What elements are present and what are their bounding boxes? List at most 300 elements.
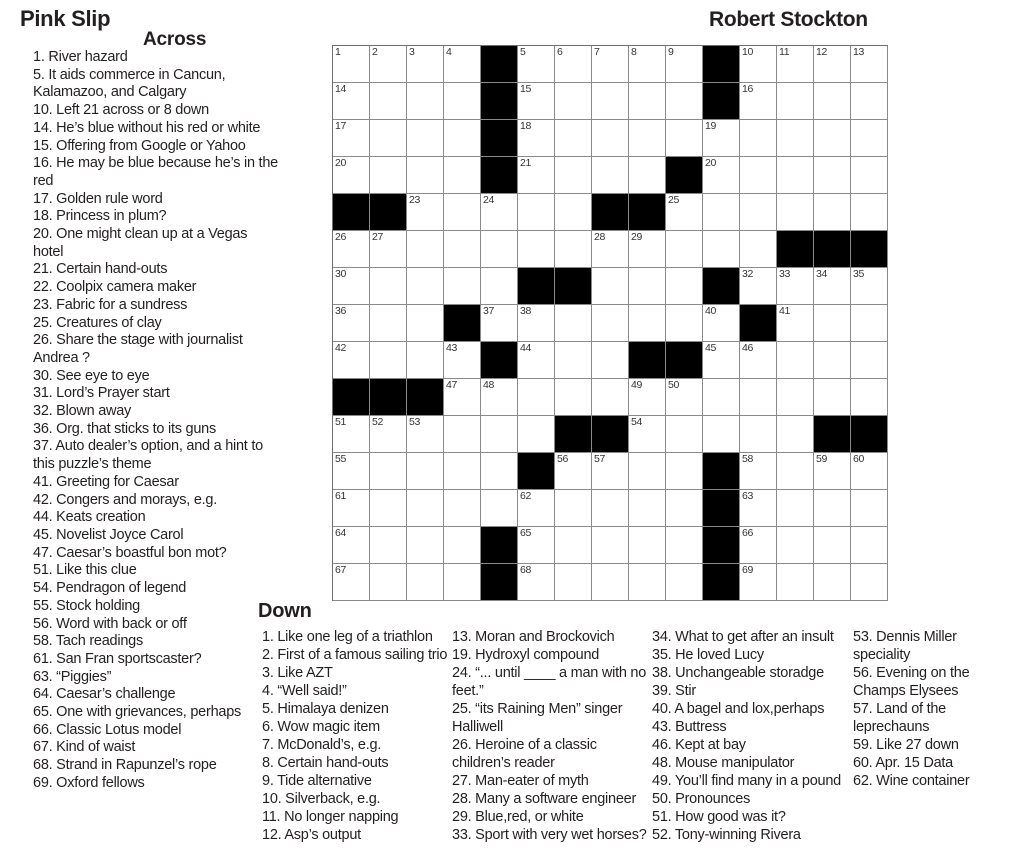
grid-cell[interactable] <box>370 490 407 527</box>
grid-cell[interactable] <box>444 157 481 194</box>
grid-cell[interactable] <box>740 490 777 527</box>
grid-cell[interactable] <box>444 342 481 379</box>
cell-number: 17 <box>335 120 347 132</box>
grid-cell[interactable] <box>592 490 629 527</box>
grid-cell[interactable] <box>666 120 703 157</box>
grid-cell[interactable] <box>851 46 888 83</box>
grid-cell[interactable] <box>629 564 666 601</box>
grid-cell[interactable] <box>407 231 444 268</box>
grid-cell[interactable] <box>666 564 703 601</box>
across-clue: 66. Classic Lotus model <box>33 721 182 738</box>
grid-cell[interactable] <box>333 564 370 601</box>
across-clue-list <box>33 49 279 793</box>
cell-number: 41 <box>779 305 791 317</box>
down-clue: 4. “Well said!” <box>262 683 347 699</box>
grid-cell[interactable] <box>481 416 518 453</box>
grid-cell[interactable] <box>555 46 592 83</box>
grid-cell[interactable] <box>333 268 370 305</box>
down-clue: 50. Pronounces <box>652 791 751 807</box>
grid-cell[interactable] <box>703 305 740 342</box>
grid-cell[interactable] <box>666 194 703 231</box>
grid-cell[interactable] <box>814 564 851 601</box>
grid-cell[interactable] <box>407 157 444 194</box>
grid-cell[interactable] <box>666 231 703 268</box>
grid-cell[interactable] <box>407 305 444 342</box>
down-clue: 48. Mouse manipulator <box>652 755 795 771</box>
grid-cell[interactable] <box>777 564 814 601</box>
grid-cell-black <box>629 194 666 231</box>
down-clue: 24. “... until ____ a man with no feet.” <box>452 665 647 699</box>
grid-cell[interactable] <box>444 268 481 305</box>
grid-cell-black <box>444 305 481 342</box>
down-clue: 60. Apr. 15 Data <box>853 755 953 771</box>
grid-cell[interactable] <box>629 379 666 416</box>
grid-cell-black <box>814 416 851 453</box>
crossword-grid <box>332 45 888 601</box>
grid-cell[interactable] <box>777 83 814 120</box>
grid-cell[interactable] <box>555 157 592 194</box>
grid-cell[interactable] <box>407 527 444 564</box>
grid-cell[interactable] <box>740 453 777 490</box>
grid-cell[interactable] <box>740 120 777 157</box>
grid-cell[interactable] <box>518 564 555 601</box>
across-clue: 41. Greeting for Caesar <box>33 473 179 490</box>
grid-cell[interactable] <box>777 490 814 527</box>
down-clue: 35. He loved Lucy <box>652 647 764 663</box>
grid-cell[interactable] <box>814 305 851 342</box>
grid-cell[interactable] <box>555 305 592 342</box>
cell-number: 21 <box>520 157 532 169</box>
cell-number: 26 <box>335 231 347 243</box>
grid-cell[interactable] <box>481 268 518 305</box>
across-clue: 20. One might clean up at a Vegas hotel <box>33 226 248 260</box>
grid-cell[interactable] <box>814 194 851 231</box>
grid-cell[interactable] <box>518 157 555 194</box>
cell-number: 69 <box>742 564 754 576</box>
grid-cell-black <box>851 416 888 453</box>
grid-cell[interactable] <box>666 416 703 453</box>
grid-cell-black <box>703 453 740 490</box>
grid-cell[interactable] <box>592 342 629 379</box>
grid-cell[interactable] <box>518 120 555 157</box>
grid-cell[interactable] <box>518 46 555 83</box>
down-clue: 46. Kept at bay <box>652 737 746 753</box>
grid-cell[interactable] <box>592 46 629 83</box>
grid-cell-black <box>592 194 629 231</box>
grid-cell[interactable] <box>481 379 518 416</box>
grid-cell[interactable] <box>444 527 481 564</box>
down-heading: Down <box>258 600 312 622</box>
grid-cell[interactable] <box>333 46 370 83</box>
grid-cell-black <box>333 194 370 231</box>
down-clue: 7. McDonald’s, e.g. <box>262 737 382 753</box>
grid-cell-black <box>740 305 777 342</box>
grid-cell[interactable] <box>333 453 370 490</box>
grid-cell[interactable] <box>666 527 703 564</box>
grid-cell-black <box>703 46 740 83</box>
grid-cell[interactable] <box>518 527 555 564</box>
grid-cell[interactable] <box>851 490 888 527</box>
grid-cell[interactable] <box>666 305 703 342</box>
grid-cell[interactable] <box>814 120 851 157</box>
grid-cell[interactable] <box>814 157 851 194</box>
grid-cell[interactable] <box>370 453 407 490</box>
grid-cell[interactable] <box>777 527 814 564</box>
down-clue: 10. Silverback, e.g. <box>262 791 381 807</box>
grid-cell[interactable] <box>370 416 407 453</box>
down-clue: 49. You’ll find many in a pound <box>652 773 841 789</box>
across-clue: 23. Fabric for a sundress <box>33 296 188 313</box>
grid-cell[interactable] <box>851 379 888 416</box>
cell-number: 24 <box>483 194 495 206</box>
grid-cell[interactable] <box>370 83 407 120</box>
grid-cell[interactable] <box>629 83 666 120</box>
grid-cell[interactable] <box>444 564 481 601</box>
grid-cell-black <box>703 83 740 120</box>
grid-cell[interactable] <box>777 416 814 453</box>
grid-cell[interactable] <box>740 231 777 268</box>
grid-cell[interactable] <box>518 194 555 231</box>
grid-cell[interactable] <box>592 120 629 157</box>
grid-cell[interactable] <box>740 564 777 601</box>
cell-number: 56 <box>557 453 569 465</box>
grid-cell[interactable] <box>740 157 777 194</box>
grid-cell[interactable] <box>740 268 777 305</box>
cell-number: 52 <box>372 416 384 428</box>
grid-cell[interactable] <box>777 46 814 83</box>
grid-cell[interactable] <box>629 527 666 564</box>
grid-cell[interactable] <box>629 231 666 268</box>
grid-cell[interactable] <box>370 564 407 601</box>
grid-cell[interactable] <box>814 527 851 564</box>
grid-cell[interactable] <box>629 490 666 527</box>
grid-cell[interactable] <box>444 194 481 231</box>
grid-cell[interactable] <box>407 342 444 379</box>
down-clue: 6. Wow magic item <box>262 719 380 735</box>
grid-cell[interactable] <box>666 46 703 83</box>
grid-cell-black <box>481 83 518 120</box>
grid-cell[interactable] <box>555 83 592 120</box>
grid-cell[interactable] <box>518 342 555 379</box>
down-clue: 39. Stir <box>652 683 696 699</box>
grid-cell[interactable] <box>851 157 888 194</box>
grid-cell[interactable] <box>666 268 703 305</box>
grid-cell[interactable] <box>592 453 629 490</box>
down-clue: 9. Tide alternative <box>262 773 372 789</box>
grid-cell[interactable] <box>814 83 851 120</box>
grid-cell[interactable] <box>407 120 444 157</box>
cell-number: 48 <box>483 379 495 391</box>
grid-cell[interactable] <box>740 379 777 416</box>
grid-cell[interactable] <box>740 46 777 83</box>
grid-cell-black <box>703 527 740 564</box>
grid-cell[interactable] <box>629 268 666 305</box>
grid-cell[interactable] <box>777 120 814 157</box>
grid-cell[interactable] <box>592 527 629 564</box>
grid-cell[interactable] <box>814 490 851 527</box>
grid-cell[interactable] <box>444 416 481 453</box>
grid-cell[interactable] <box>407 194 444 231</box>
grid-cell[interactable] <box>481 305 518 342</box>
grid-cell[interactable] <box>629 157 666 194</box>
grid-cell[interactable] <box>333 83 370 120</box>
grid-cell[interactable] <box>333 157 370 194</box>
cell-number: 67 <box>335 564 347 576</box>
cell-number: 50 <box>668 379 680 391</box>
grid-cell[interactable] <box>703 120 740 157</box>
grid-cell[interactable] <box>555 564 592 601</box>
grid-cell[interactable] <box>444 120 481 157</box>
grid-cell[interactable] <box>629 120 666 157</box>
grid-cell[interactable] <box>629 453 666 490</box>
grid-cell-black <box>777 231 814 268</box>
grid-cell[interactable] <box>666 490 703 527</box>
grid-cell[interactable] <box>740 416 777 453</box>
grid-cell[interactable] <box>444 231 481 268</box>
grid-cell[interactable] <box>518 490 555 527</box>
cell-number: 7 <box>594 46 600 58</box>
grid-cell[interactable] <box>703 342 740 379</box>
grid-cell[interactable] <box>481 194 518 231</box>
grid-cell[interactable] <box>592 83 629 120</box>
cell-number: 38 <box>520 305 532 317</box>
down-clue: 53. Dennis Miller speciality <box>853 629 957 663</box>
across-heading: Across <box>143 29 207 50</box>
grid-cell[interactable] <box>592 564 629 601</box>
across-clue: 36. Org. that sticks to its guns <box>33 420 216 437</box>
grid-cell[interactable] <box>629 46 666 83</box>
grid-cell[interactable] <box>333 231 370 268</box>
grid-cell[interactable] <box>333 305 370 342</box>
grid-cell[interactable] <box>370 527 407 564</box>
grid-cell[interactable] <box>555 231 592 268</box>
across-clue: 56. Word with back or off <box>33 615 187 632</box>
across-clue: 68. Strand in Rapunzel’s rope <box>33 757 217 774</box>
across-clue: 17. Golden rule word <box>33 190 163 207</box>
grid-cell[interactable] <box>777 342 814 379</box>
across-clue: 14. He’s blue without his red or white <box>33 119 261 136</box>
grid-cell[interactable] <box>407 453 444 490</box>
grid-cell[interactable] <box>740 342 777 379</box>
grid-cell[interactable] <box>555 194 592 231</box>
cell-number: 62 <box>520 490 532 502</box>
grid-cell[interactable] <box>851 268 888 305</box>
cell-number: 19 <box>705 120 717 132</box>
grid-cell[interactable] <box>777 379 814 416</box>
across-clue: 25. Creatures of clay <box>33 314 162 331</box>
grid-cell[interactable] <box>740 83 777 120</box>
grid-cell-black <box>481 120 518 157</box>
grid-cell[interactable] <box>370 231 407 268</box>
grid-cell[interactable] <box>370 120 407 157</box>
cell-number: 20 <box>335 157 347 169</box>
grid-cell[interactable] <box>333 342 370 379</box>
grid-cell[interactable] <box>444 83 481 120</box>
across-clue: 54. Pendragon of legend <box>33 580 187 597</box>
grid-cell[interactable] <box>518 379 555 416</box>
grid-cell[interactable] <box>814 453 851 490</box>
grid-cell[interactable] <box>851 83 888 120</box>
grid-cell[interactable] <box>851 194 888 231</box>
grid-cell[interactable] <box>444 453 481 490</box>
grid-cell[interactable] <box>851 120 888 157</box>
cell-number: 42 <box>335 342 347 354</box>
across-clue: 42. Congers and morays, e.g. <box>33 491 218 508</box>
grid-cell-black <box>481 342 518 379</box>
grid-cell[interactable] <box>666 379 703 416</box>
grid-cell[interactable] <box>851 342 888 379</box>
grid-cell[interactable] <box>555 453 592 490</box>
cell-number: 33 <box>779 268 791 280</box>
cell-number: 5 <box>520 46 526 58</box>
grid-cell[interactable] <box>814 342 851 379</box>
grid-cell[interactable] <box>407 46 444 83</box>
grid-cell[interactable] <box>592 305 629 342</box>
grid-cell-black <box>370 379 407 416</box>
grid-cell[interactable] <box>703 157 740 194</box>
cell-number: 32 <box>742 268 754 280</box>
grid-cell[interactable] <box>703 231 740 268</box>
grid-cell-black <box>481 527 518 564</box>
grid-cell[interactable] <box>407 490 444 527</box>
grid-cell-black <box>518 268 555 305</box>
down-clue: 62. Wine container <box>853 773 970 789</box>
grid-cell[interactable] <box>629 305 666 342</box>
grid-cell[interactable] <box>407 564 444 601</box>
down-clue: 57. Land of the leprechauns <box>853 701 946 735</box>
grid-cell[interactable] <box>851 564 888 601</box>
grid-cell[interactable] <box>555 490 592 527</box>
grid-cell[interactable] <box>814 268 851 305</box>
grid-cell[interactable] <box>592 157 629 194</box>
across-clue: 55. Stock holding <box>33 597 140 614</box>
grid-cell[interactable] <box>555 379 592 416</box>
down-column-4 <box>853 628 999 790</box>
cell-number: 54 <box>631 416 643 428</box>
grid-cell[interactable] <box>555 527 592 564</box>
across-clue: 16. He may be blue because he’s in the red <box>33 155 278 189</box>
down-clue: 59. Like 27 down <box>853 737 959 753</box>
grid-cell[interactable] <box>444 379 481 416</box>
down-clue: 13. Moran and Brockovich <box>452 629 615 645</box>
grid-cell[interactable] <box>518 231 555 268</box>
grid-cell[interactable] <box>333 416 370 453</box>
grid-cell[interactable] <box>370 268 407 305</box>
grid-cell[interactable] <box>518 416 555 453</box>
across-clue: 26. Share the stage with journalist Andrea ? <box>33 332 243 366</box>
grid-cell[interactable] <box>666 453 703 490</box>
cell-number: 8 <box>631 46 637 58</box>
across-clue: 15. Offering from Google or Yahoo <box>33 137 246 154</box>
grid-cell[interactable] <box>666 83 703 120</box>
across-clue: 18. Princess in plum? <box>33 208 167 225</box>
grid-cell[interactable] <box>777 305 814 342</box>
grid-cell[interactable] <box>333 120 370 157</box>
grid-cell[interactable] <box>481 231 518 268</box>
down-clue: 43. Buttress <box>652 719 727 735</box>
cell-number: 55 <box>335 453 347 465</box>
grid-cell[interactable] <box>777 453 814 490</box>
grid-cell-black <box>703 490 740 527</box>
across-clue: 47. Caesar’s boastful bon mot? <box>33 544 227 561</box>
grid-cell[interactable] <box>629 416 666 453</box>
down-clue: 51. How good was it? <box>652 809 786 825</box>
grid-cell[interactable] <box>703 379 740 416</box>
grid-cell[interactable] <box>333 527 370 564</box>
grid-cell[interactable] <box>814 379 851 416</box>
grid-cell[interactable] <box>777 268 814 305</box>
cell-number: 9 <box>668 46 674 58</box>
grid-cell[interactable] <box>370 305 407 342</box>
down-clue: 33. Sport with very wet horses? <box>452 827 647 843</box>
down-clue: 28. Many a software engineer <box>452 791 637 807</box>
across-clue: 44. Keats creation <box>33 509 146 526</box>
down-clue: 27. Man-eater of myth <box>452 773 589 789</box>
down-clue: 26. Heroine of a classic children’s reader <box>452 737 597 771</box>
grid-cell[interactable] <box>555 342 592 379</box>
cell-number: 65 <box>520 527 532 539</box>
grid-cell[interactable] <box>407 416 444 453</box>
grid-cell[interactable] <box>703 194 740 231</box>
grid-cell[interactable] <box>555 120 592 157</box>
grid-cell[interactable] <box>740 194 777 231</box>
grid-cell-black <box>666 342 703 379</box>
across-clue: 69. Oxford fellows <box>33 774 145 791</box>
cell-number: 61 <box>335 490 347 502</box>
grid-cell[interactable] <box>851 305 888 342</box>
grid-cell[interactable] <box>333 490 370 527</box>
grid-cell-black <box>481 564 518 601</box>
down-clue: 5. Himalaya denizen <box>262 701 389 717</box>
grid-cell[interactable] <box>814 46 851 83</box>
cell-number: 27 <box>372 231 384 243</box>
grid-cell[interactable] <box>592 268 629 305</box>
across-clue: 64. Caesar’s challenge <box>33 686 176 703</box>
across-clue: 45. Novelist Joyce Carol <box>33 526 184 543</box>
grid-cell[interactable] <box>777 194 814 231</box>
grid-cell[interactable] <box>481 490 518 527</box>
grid-cell[interactable] <box>740 527 777 564</box>
grid-cell[interactable] <box>592 231 629 268</box>
grid-cell[interactable] <box>703 416 740 453</box>
down-clue: 56. Evening on the Champs Elysees <box>853 665 970 699</box>
grid-cell[interactable] <box>370 46 407 83</box>
cell-number: 14 <box>335 83 347 95</box>
grid-cell[interactable] <box>370 157 407 194</box>
grid-cell[interactable] <box>481 453 518 490</box>
grid-cell[interactable] <box>444 46 481 83</box>
grid-cell[interactable] <box>444 490 481 527</box>
down-clue: 38. Unchangeable storadge <box>652 665 824 681</box>
grid-cell[interactable] <box>851 453 888 490</box>
grid-cell[interactable] <box>777 157 814 194</box>
across-clue: 31. Lord’s Prayer start <box>33 385 170 402</box>
grid-cell[interactable] <box>851 527 888 564</box>
grid-cell[interactable] <box>370 342 407 379</box>
cell-number: 58 <box>742 453 754 465</box>
grid-cell[interactable] <box>592 379 629 416</box>
grid-cell[interactable] <box>407 268 444 305</box>
puzzle-title: Pink Slip <box>20 6 111 31</box>
down-clue: 11. No longer napping <box>262 809 399 825</box>
grid-cell[interactable] <box>518 83 555 120</box>
down-clue: 8. Certain hand-outs <box>262 755 389 771</box>
grid-cell-black <box>481 46 518 83</box>
cell-number: 60 <box>853 453 865 465</box>
grid-cell[interactable] <box>518 305 555 342</box>
cell-number: 40 <box>705 305 717 317</box>
grid-cell[interactable] <box>407 83 444 120</box>
